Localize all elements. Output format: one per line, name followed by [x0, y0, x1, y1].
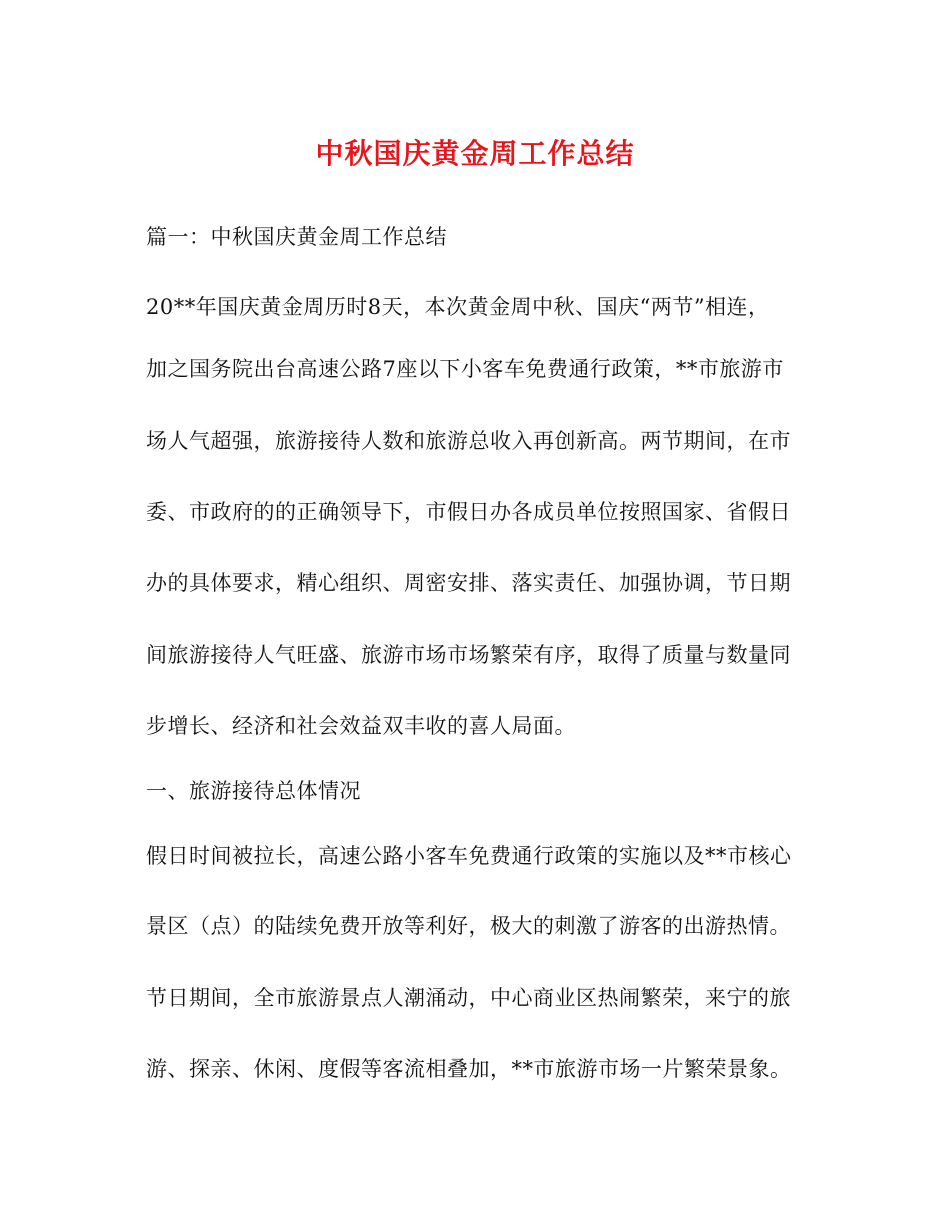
- paragraph-line: 步增长、经济和社会效益双丰收的喜人局面。: [146, 714, 576, 738]
- paragraph-line: 加之国务院出台高速公路7座以下小客车免费通行政策，**市旅游市: [146, 357, 784, 381]
- paragraph-line: 假日时间被拉长，高速公路小客车免费通行政策的实施以及**市核心: [146, 844, 792, 868]
- subheading: 一、旅游接待总体情况: [146, 779, 361, 803]
- paragraph-line: 节日期间，全市旅游景点人潮涌动，中心商业区热闹繁荣，来宁的旅: [146, 986, 791, 1010]
- paragraph-line: 20**年国庆黄金周历时8天，本次黄金周中秋、国庆“两节”相连，: [146, 295, 770, 319]
- document-title: 中秋国庆黄金周工作总结: [315, 137, 635, 170]
- paragraph-line: 景区（点）的陆续免费开放等利好，极大的刺激了游客的出游热情。: [146, 914, 791, 938]
- paragraph-line: 办的具体要求，精心组织、周密安排、落实责任、加强协调，节日期: [146, 571, 791, 595]
- paragraph-line: 场人气超强，旅游接待人数和旅游总收入再创新高。两节期间，在市: [146, 429, 791, 453]
- paragraph-line: 委、市政府的的正确领导下，市假日办各成员单位按照国家、省假日: [146, 500, 791, 524]
- paragraph-line: 游、探亲、休闲、度假等客流相叠加，**市旅游市场一片繁荣景象。: [146, 1057, 792, 1081]
- section-heading: 篇一：中秋国庆黄金周工作总结: [146, 225, 447, 249]
- paragraph-line: 间旅游接待人气旺盛、旅游市场市场繁荣有序，取得了质量与数量同: [146, 643, 791, 667]
